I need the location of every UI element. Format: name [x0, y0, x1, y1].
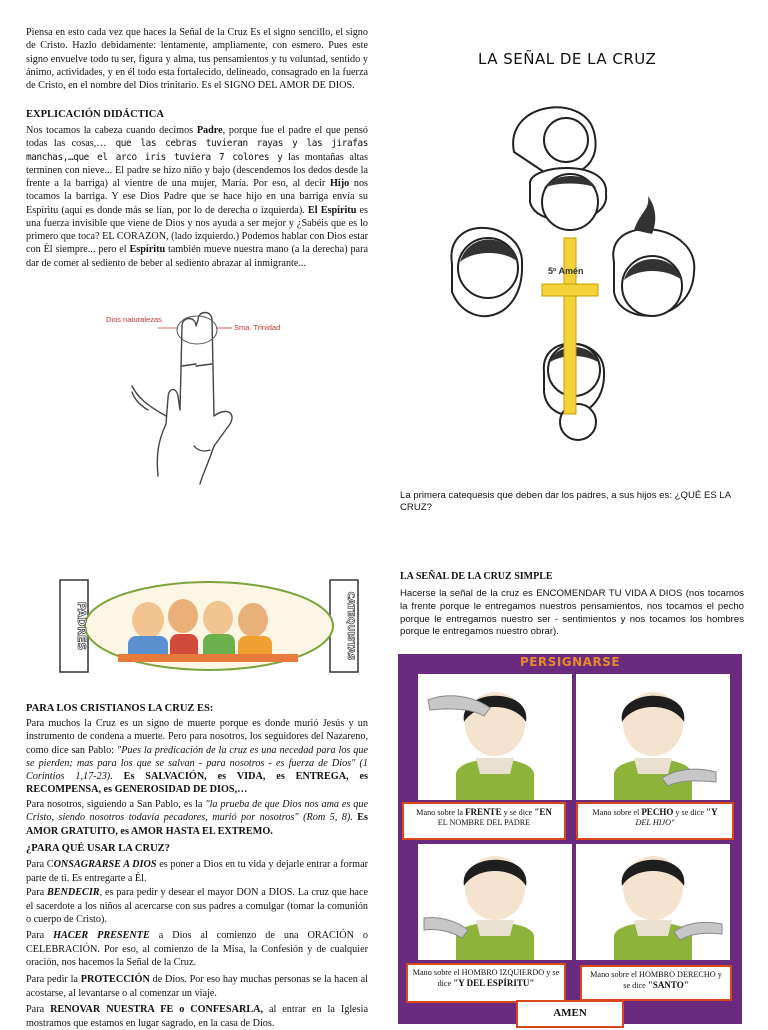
usar-item-bendecir: Para BENDECIR, es para pedir y desear el mayor DON a DIOS. La cruz que hace el sacerdote a los niños al acercarse con sus padres a comulgar (tomar la comunión o cuerpo de Cristo).	[26, 887, 368, 925]
banner-left-label: PADRES	[75, 601, 88, 651]
hand-label-left: Dios naturalezas	[106, 315, 162, 324]
caption-hombro-derecho: Mano sobre el HOMBRO DERECHO y se dice "SANTO"	[580, 965, 732, 1001]
usar-item-renovar: Para RENOVAR NUESTRA FE o CONFESARLA, al entrar en la Iglesia mostramos que estamos en lugar sagrado, en la casa de Dios.	[26, 1004, 368, 1029]
persignarse-title: PERSIGNARSE	[519, 655, 621, 669]
usar-item-consagrarse: Para CONSAGRARSE A DIOS es poner a Dios en tu vida y dejarle entrar a formar parte de ti. Es entregarte a Él.	[26, 859, 368, 884]
padres-catequistas-banner	[58, 576, 360, 676]
amen-box: AMEN	[516, 1000, 624, 1028]
explicacion-heading: EXPLICACIÓN DIDÁCTICA	[26, 109, 164, 120]
persignarse-panel	[398, 654, 742, 1024]
persignarse-image-hombro-derecho	[576, 844, 730, 960]
cristianos-paragraph-2: Para nosotros, siguiendo a San Pablo, es la "la prueba de que Dios nos ama es que Cristo, siendo nosotros todavía pecadores, murió por nosotros" (Rom 5, 8). Es AMOR GRATUITO, es AMOR HASTA EL EXTREMO.	[26, 799, 369, 837]
persignarse-image-frente	[418, 674, 572, 800]
cross-label: 5º Amén	[548, 266, 584, 276]
simple-paragraph: Hacerse la señal de la cruz es ENCOMENDAR TU VIDA A DIOS (nos tocamos la frente porque le entregamos nuestros pensamientos, nos tocamos el pecho porque le entregamos nuestro ser - sentimientos y nos tocamos los hombres porque le entregamos nuestro obrar).	[400, 588, 744, 638]
hand-label-right: Sma. Trinidad	[234, 323, 281, 332]
persignarse-image-pecho	[576, 674, 730, 800]
usar-item-proteccion: Para pedir la PROTECCIÓN de Dios. Por eso hay muchas personas se la hacen al acostarse, al levantarse o al comenzar un viaje.	[26, 974, 369, 999]
banner-right-label: CATEQUISTAS	[345, 591, 355, 661]
explicacion-paragraph: Nos tocamos la cabeza cuando decimos Padre, porque fue el padre el que pensó todas las cosas,… que las cebras tuvieran rayas y las jirafas manchas,…que el arco iris tuviera 7 colores y las montañas altas terminen con nieve... El padre se hizo niño y bajo (descendemos los dedos desde la frente a la barriga) al vientre de una mujer, María. Por eso, al decir Hijo nos tocamos la barriga. Y ese Dios Padre que se hace hijo en una barriga envía su Espíritu (aquí es donde más se lían, por lo de derecha o izquierda). El Espíritu es una fuerza invisible que viene de Dios y nos ayuda a ser mejor y ¿Sabéis que es lo primero que toca? EL CORAZON, (lado izquierdo.) Podemos hablar con Dios estar con Él siempre... pero el Espíritu también mueve nuestra mano (a la derecha) para dar de comer al sediento de beber al sediento abrazar al inmigrante...	[26, 125, 369, 269]
usar-item-hacer-presente: Para HACER PRESENTE a Dios al comienzo de una ORACIÓN o CELEBRACIÓN. Por eso, al comienzo de la Misa, la Confesión y de cualquier oración, nos hacemos la Señal de la Cruz.	[26, 930, 368, 968]
caption-hombro-izquierdo: Mano sobre el HOMBRO IZQUIERDO y se dice "Y DEL ESPÍRITU"	[406, 963, 566, 1003]
catequesis-text: La primera catequesis que deben dar los padres, a sus hijos es: ¿QUÉ ES LA CRUZ?	[400, 490, 731, 514]
persignarse-image-hombro-izquierdo	[418, 844, 572, 960]
caption-pecho: Mano sobre el PECHO y se dice "Y DEL HIJO"	[576, 802, 734, 840]
intro-paragraph: Piensa en esto cada vez que haces la Señal de la Cruz Es el signo sencillo, el signo de Cristo. Hazlo debidamente: lentamente, ampliamente, con esmero. Pues este signo envuelve todo tu ser, figura y alma, tus pensamientos y tu voluntad, sentido y ánimo, actividades, y en él todo esta fortalecido, delineado, consagrado en la fuerza de Cristo, en el nombre del Dios trinitario. Es el SIGNO DEL AMOR DE DIOS.	[26, 27, 368, 91]
hand-illustration	[98, 306, 294, 492]
cross-children-illustration	[444, 92, 704, 464]
caption-frente: Mano sobre la FRENTE y se dice "EN EL NOMBRE DEL PADRE	[402, 802, 566, 840]
page-title: LA SEÑAL DE LA CRUZ	[478, 50, 657, 68]
simple-heading: LA SEÑAL DE LA CRUZ SIMPLE	[400, 571, 553, 582]
cristianos-heading: PARA LOS CRISTIANOS LA CRUZ ES:	[26, 703, 214, 714]
usar-heading: ¿PARA QUÉ USAR LA CRUZ?	[26, 843, 170, 854]
cristianos-paragraph-1: Para muchos la Cruz es un signo de muerte porque es donde murió Jesús y un instrumento de condena a muerte. Pero para nosotros, los seguidores del Nazareno, como dice san Pablo: "Pues la predicación de la cruz es una necedad para los que se pierden; mas para los que se salvan - para nosotros - es fuerza de Dios" (1 Corintios 1,17-23). Es SALVACIÓN, es VIDA, es ENTREGA, es RECOMPENSA, es GENEROSIDAD DE DIOS,…	[26, 718, 369, 796]
